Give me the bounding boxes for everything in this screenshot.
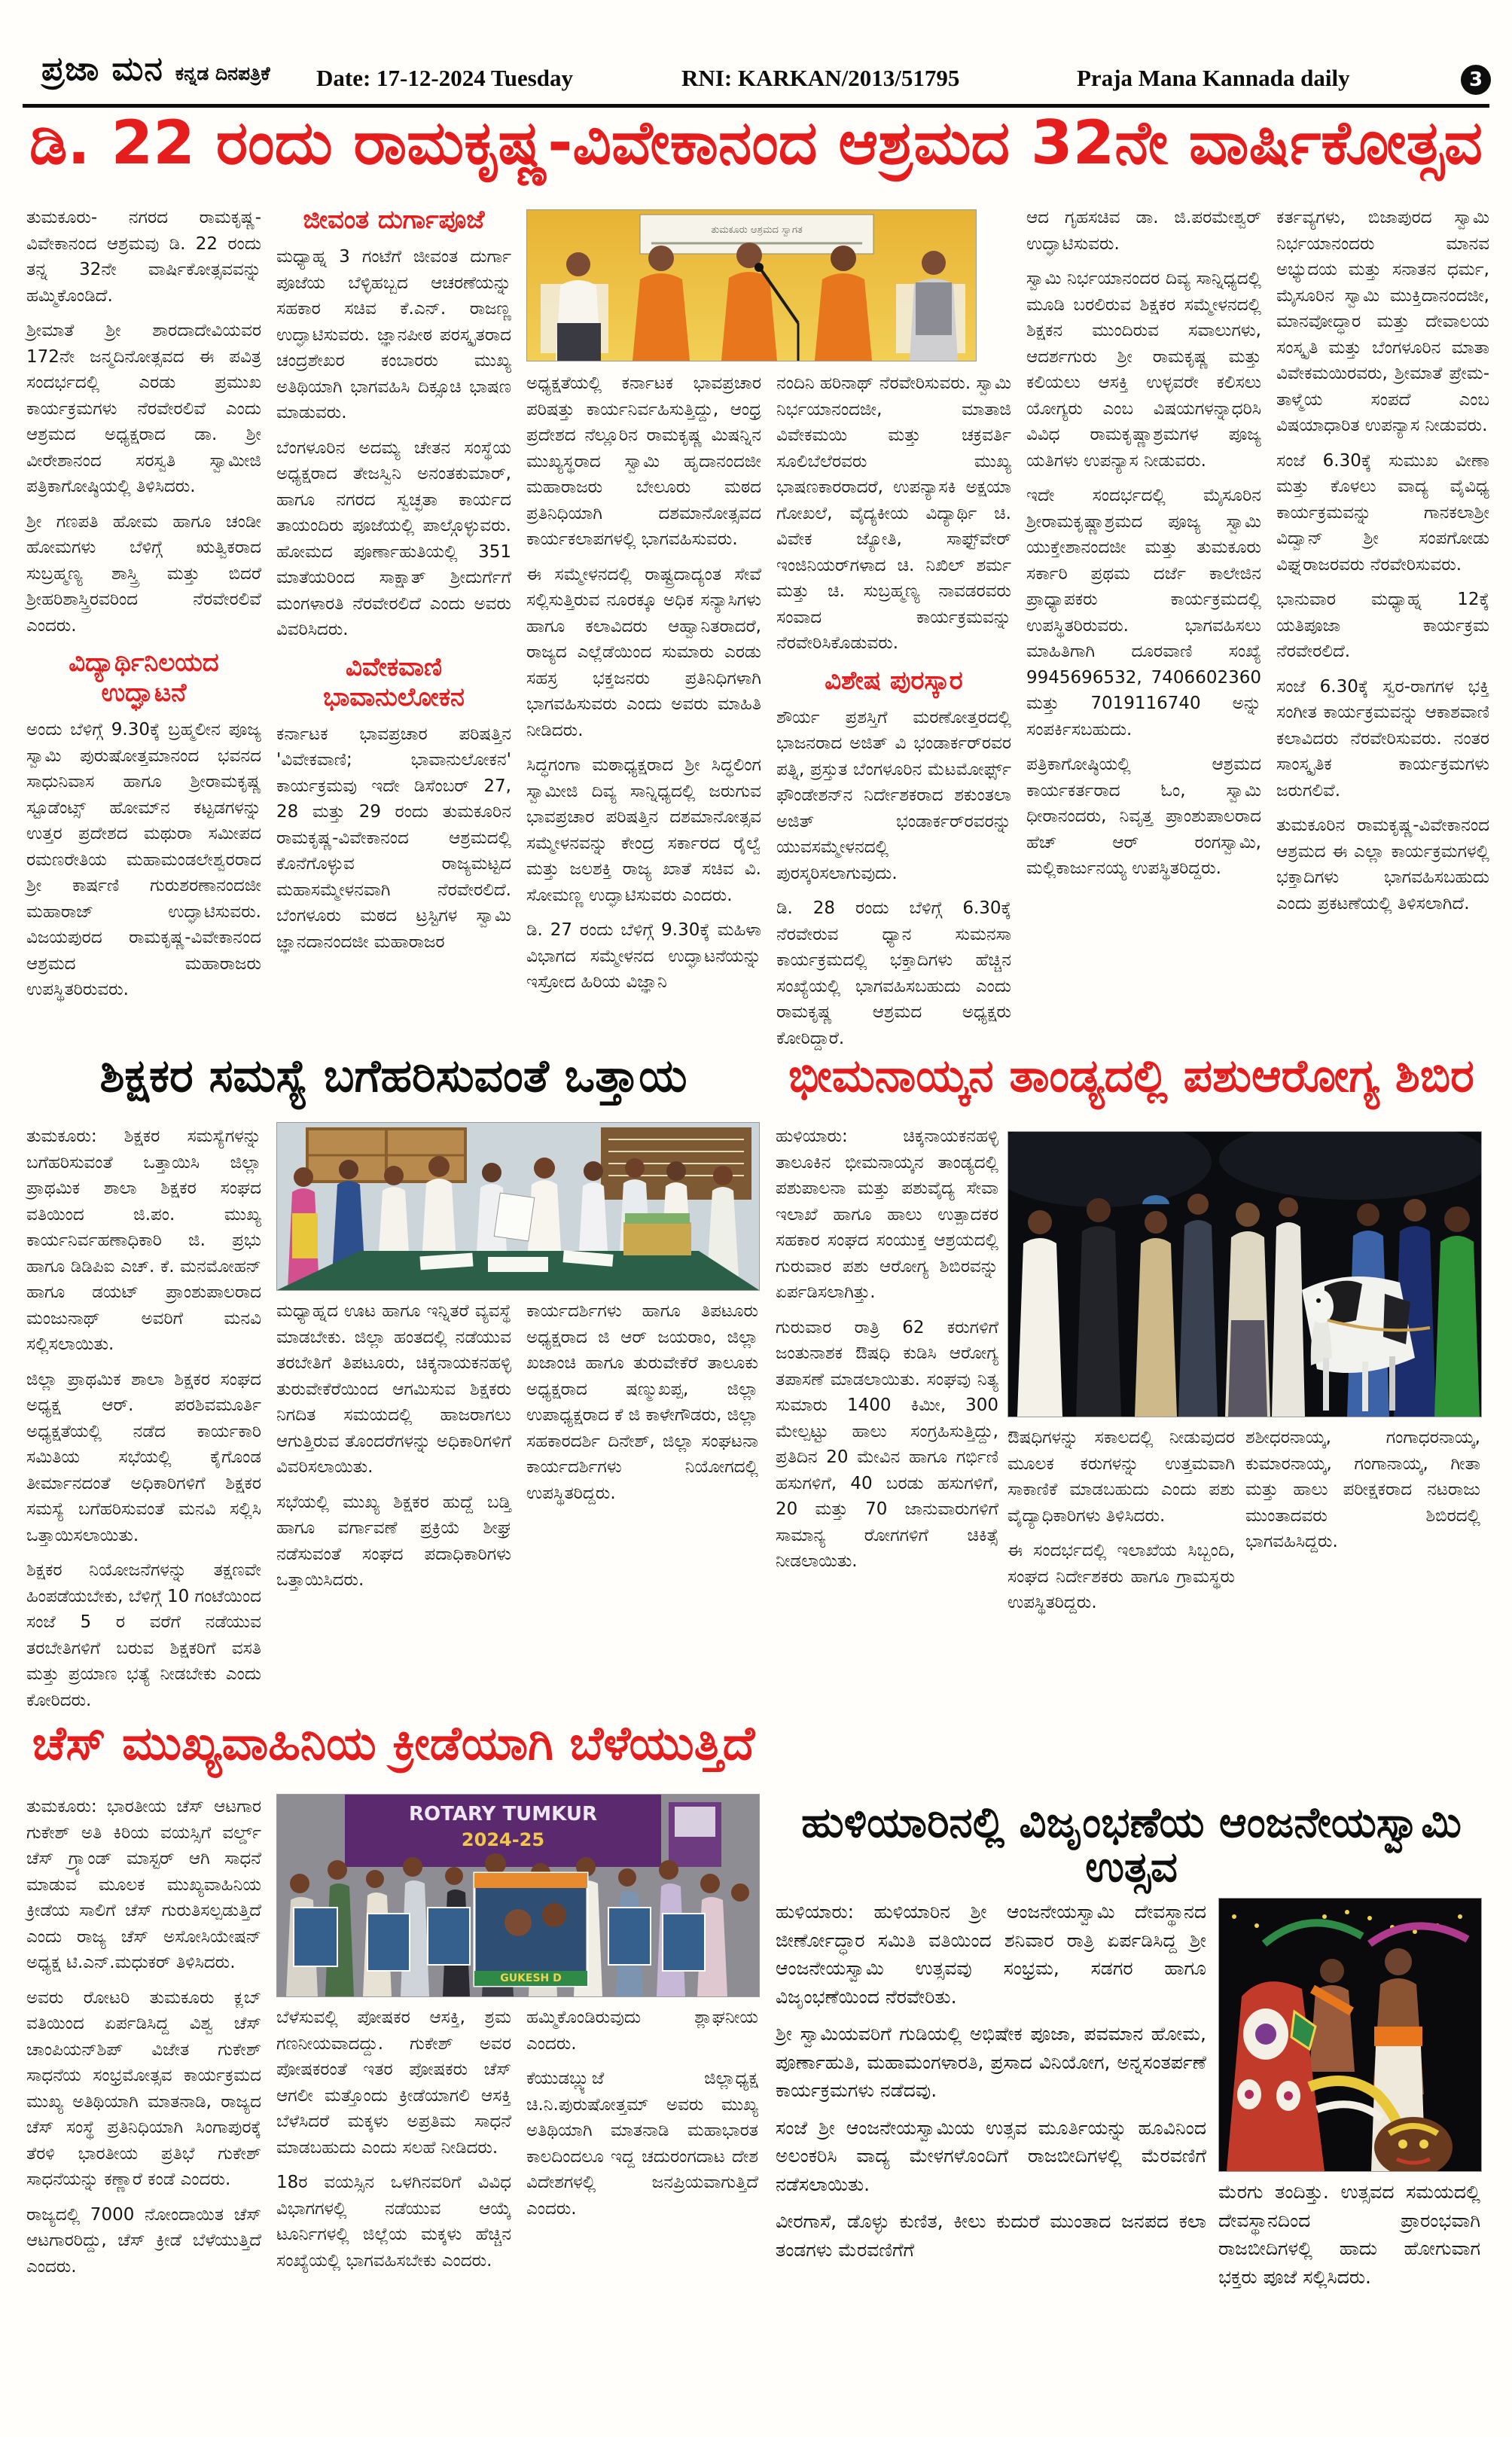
paragraph: ಈ ಸಂದರ್ಭದಲ್ಲಿ ಇಲಾಖೆಯ ಸಿಬ್ಬಂದಿ, ಸಂಘದ ನಿರ್ದೇಶಕರು ಹಾಗೂ ಗ್ರಾಮಸ್ಥರು ಉಪಸ್ಥಿತರಿದ್ದರು. (1007, 1541, 1235, 1612)
paragraph: ಮಧ್ಯಾಹ್ನ 3 ಗಂಟೆಗೆ ಜೀವಂತ ದುರ್ಗಾ ಪೂಜೆಯ ಬೆಳ್ಳಿಹಬ್ಬದ ಆಚರಣೆಯನ್ನು ಸಹಕಾರ ಸಚಿವ ಕೆ.ಎನ್. ರಾಜಣ್ಣ ಉದ್ಘಾಟಿಸುವರು. ಜ್ಞಾನಪೀಠ ಪರಸ್ಕೃತರಾದ ಚಂದ್ರಶೇಖರ ಕಂಬಾರರು ಮುಖ್ಯ ಅತಿಥಿಯಾಗಿ ಭಾಗವಹಿಸಿ ದಿಕ್ಸೂಚಿ ಭಾಷಣ ಮಾಡುವರು. (276, 247, 511, 423)
paragraph: ತುಮಕೂರಿನ ರಾಮಕೃಷ್ಣ-ವಿವೇಕಾನಂದ ಆಶ್ರಮದ ಈ ಎಲ್ಲಾ ಕಾರ್ಯಕ್ರಮಗಳಲ್ಲಿ ಭಕ್ತಾದಿಗಳು ಭಾಗವಹಿಸಬಹುದು ಎಂದು ಪ್ರಕಟಣೆಯಲ್ಲಿ ತಿಳಿಸಲಾಗಿದೆ. (1276, 816, 1489, 913)
paragraph: ಅಂದು ಬೆಳಿಗ್ಗೆ 9.30ಕ್ಕೆ ಬ್ರಹ್ಮಲೀನ ಪೂಜ್ಯ ಸ್ವಾಮಿ ಪುರುಷೋತ್ತಮಾನಂದ ಭವನದ ಸಾಧುನಿವಾಸ ಹಾಗೂ ಶ್ರೀರಾಮಕೃಷ್ಣ ಸ್ಟೂಡೆಂಟ್ಸ್ ಹೋಮ್‌ನ ಕಟ್ಟಡಗಳನ್ನು ಉತ್ತರ ಪ್ರದೇಶದ ಮಥುರಾ ಸಮೀಪದ ರಮಣರೇತಿಯ ಮಹಾಮಂಡಲೇಶ್ವರರಾದ ಶ್ರೀ ಕಾರ್ಷಣಿ ಗುರುಶರಣಾನಂದಜೀ ಮಹಾರಾಜ್ ಉದ್ಘಾಟಿಸುವರು. ವಿಜಯಪುರದ ರಾಮಕೃಷ್ಣ-ವಿವೇಕಾನಂದ ಆಶ್ರಮದ ಮಹಾರಾಜರು ಉಪಸ್ಥಿತರಿರುವರು. (26, 720, 261, 1000)
chess-column-1 (26, 1794, 261, 2416)
subhead-durga-pooja: ಜೀವಂತ ದುರ್ಗಾಪೂಜೆ (303, 205, 485, 235)
paragraph: ತುಮಕೂರು: ಭಾರತೀಯ ಚೆಸ್ ಆಟಗಾರ ಗುಕೇಶ್ ಅತಿ ಕಿರಿಯ ವಯಸ್ಸಿಗೆ ವರ್ಲ್ಡ್ ಚೆಸ್ ಗ್ರ್ಯಾಂಡ್ ಮಾಸ್ಟರ್ ಆಗಿ ಸಾಧನೆ ಮಾಡುವ ಮೂಲಕ ಮುಖ್ಯವಾಹಿನಿಯ ಕ್ರೀಡೆಯ ಸಾಲಿಗೆ ಚೆಸ್ ಗುರುತಿಸಲ್ಪಡುತ್ತಿದೆ ಎಂದು ರಾಜ್ಯ ಚೆಸ್ ಅಸೋಸಿಯೇಷನ್ ಅಧ್ಯಕ್ಷ ಟಿ.ಎನ್.ಮಧುಕರ್ ತಿಳಿಸಿದರು. (26, 1797, 261, 1972)
chess-event-photo (276, 1794, 760, 1997)
paragraph: ಸಂಜೆ 6.30ಕ್ಕೆ ಸ್ವರ-ರಾಗಗಳ ಭಕ್ತಿ ಸಂಗೀತ ಕಾರ್ಯಕ್ರಮವನ್ನು ಆಕಾಶವಾಣಿ ಕಲಾವಿದರು ನೆರವೇರಿಸುವರು. ನಂತರ ಸಾಂಸ್ಕೃತಿಕ ಕಾರ್ಯಕ್ರಮಗಳು ಜರುಗಲಿವೆ. (1276, 676, 1489, 801)
paragraph: ಸ್ವಾಮಿ ನಿರ್ಭಯಾನಂದರ ದಿವ್ಯ ಸಾನ್ನಿಧ್ಯದಲ್ಲಿ ಮೂಡಿ ಬರಲಿರುವ ಶಿಕ್ಷಕರ ಸಮ್ಮೇಳನದಲ್ಲಿ ಶಿಕ್ಷಕನ ಮುಂದಿರುವ ಸವಾಲುಗಳು, ಆದರ್ಶಗುರು ಶ್ರೀ ರಾಮಕೃಷ್ಣ ಮತ್ತು ಕಲಿಯಲು ಆಸಕ್ತಿ ಉಳ್ಳವರೇ ಕಲಿಸಲು ಯೋಗ್ಯರು ಎಂಬ ವಿಷಯಗಳನ್ನಾಧರಿಸಿ ವಿವಿಧ ರಾಮಕೃಷ್ಣಾಶ್ರಮಗಳ ಪೂಜ್ಯ ಯತಿಗಳು ಉಪನ್ಯಾಸ ನೀಡುವರು. (1026, 269, 1261, 471)
teachers-column-1 (26, 1124, 261, 1710)
subhead-hostel-inauguration: ವಿದ್ಯಾರ್ಥಿನಿಲಯದ ಉದ್ಘಾಟನೆ (69, 648, 219, 709)
cattle-column-2 (1007, 1425, 1235, 1696)
cattle-column-1 (776, 1124, 998, 1696)
paragraph: ಬೆಳೆಸುವಲ್ಲಿ ಪೋಷಕರ ಆಸಕ್ತಿ, ಶ್ರಮ ಗಣನೀಯವಾದದ್ದು. ಗುಕೇಶ್ ಅವರ ಪೋಷಕರಂತೆ ಇತರ ಪೋಷಕರು ಚೆಸ್ ಆಗಲೀ ಮತ್ತೊಂದು ಕ್ರೀಡೆಯಾಗಲಿ ಆಸಕ್ತಿ ಬೆಳೆಸಿದರೆ ಮಕ್ಕಳು ಅಪ್ರತಿಮ ಸಾಧನೆ ಮಾಡಬಹುದು ಎಂದು ಸಲಹೆ ನೀಡಿದರು. (276, 2008, 511, 2158)
paragraph: ಸಭೆಯಲ್ಲಿ ಮುಖ್ಯ ಶಿಕ್ಷಕರ ಹುದ್ದೆ ಬಡ್ತಿ ಹಾಗೂ ವರ್ಗಾವಣೆ ಪ್ರಕ್ರಿಯೆ ಶೀಘ್ರ ನಡೆಸುವಂತೆ ಸಂಘದ ಪದಾಧಿಕಾರಿಗಳು ಒತ್ತಾಯಿಸಿದರು. (276, 1492, 511, 1590)
teachers-column-3 (526, 1298, 758, 1696)
masthead-date: Date: 17-12-2024 Tuesday (316, 65, 574, 91)
deity-procession-photo (1218, 1898, 1482, 2172)
chess-headline: ಚೆಸ್ ಮುಖ್ಯವಾಹಿನಿಯ ಕ್ರೀಡೆಯಾಗಿ ಬೆಳೆಯುತ್ತಿದೆ (32, 1716, 755, 1771)
anjaneya-headline: ಹುಳಿಯಾರಿನಲ್ಲಿ ವಿಜೃಂಭಣೆಯ ಆಂಜನೇಯಸ್ವಾಮಿ ಉತ್ಸವ (801, 1798, 1462, 1892)
paragraph: ಸಂಜೆ 6.30ಕ್ಕೆ ಸುಮುಖ ವೀಣಾ ಮತ್ತು ಕೊಳಲು ವಾದ್ಯ ವೈವಿಧ್ಯ ಕಾರ್ಯಕ್ರಮವನ್ನು ಗಾನಕಲಾಶ್ರೀ ವಿದ್ವಾನ್ ಶ್ರೀ ಸಂಪಗೋಡು ವಿಘ್ನರಾಜರವರು ನೆರವೇರಿಸುವರು. (1276, 450, 1489, 575)
lead-column-4 (776, 371, 1011, 1048)
svg-text:ತುಮಕೂರು ಆಶ್ರಮದ ಸ್ವಾಗತ: ತುಮಕೂರು ಆಶ್ರಮದ ಸ್ವಾಗತ (711, 224, 803, 236)
paragraph: ಈ ಸಮ್ಮೇಳನದಲ್ಲಿ ರಾಷ್ಟ್ರದಾದ್ಯಂತ ಸೇವೆ ಸಲ್ಲಿಸುತ್ತಿರುವ ನೂರಕ್ಕೂ ಅಧಿಕ ಸನ್ಯಾಸಿಗಳು ಹಾಗೂ ಕಲಾವಿದರು ಆಹ್ವಾನಿತರಾದರೆ, ರಾಜ್ಯದ ಎಲ್ಲೆಡೆಯಿಂದ ಸುಮಾರು ಎರಡು ಸಹಸ್ರ ಭಕ್ತಜನರು ಪ್ರತಿನಿಧಿಗಳಾಗಿ ಭಾಗವಹಿಸುವರು ಎಂದು ಅವರು ಮಾಹಿತಿ ನೀಡಿದರು. (526, 564, 761, 740)
paragraph: ಭಾನುವಾರ ಮಧ್ಯಾಹ್ನ 12ಕ್ಕೆ ಯತಿಪೂಜಾ ಕಾರ್ಯಕ್ರಮ ನೆರವೇರಲಿದೆ. (1276, 590, 1489, 661)
paragraph: 18ರ ವಯಸ್ಸಿನ ಒಳಗಿನವರಿಗೆ ವಿವಿಧ ವಿಭಾಗಗಳಲ್ಲಿ ನಡೆಯುವ ಆಯ್ಕೆ ಟೂರ್ನಿಗಳಲ್ಲಿ ಜಿಲ್ಲೆಯ ಮಕ್ಕಳು ಹೆಚ್ಚಿನ ಸಂಖ್ಯೆಯಲ್ಲಿ ಭಾಗವಹಿಸಬೇಕು ಎಂದರು. (276, 2173, 511, 2271)
paragraph: ಕರ್ನಾಟಕ ಭಾವಪ್ರಚಾರ ಪರಿಷತ್ತಿನ 'ವಿವೇಕವಾಣಿ; ಭಾವಾನುಲೋಕನ' ಕಾರ್ಯಕ್ರಮವು ಇದೇ ಡಿಸೆಂಬರ್ 27, 28 ಮತ್ತು 29 ರಂದು ತುಮಕೂರಿನ ರಾಮಕೃಷ್ಣ-ವಿವೇಕಾನಂದ ಆಶ್ರಮದಲ್ಲಿ ಕೊನೆಗೊಳ್ಳುವ ರಾಜ್ಯಮಟ್ಟದ ಮಹಾಸಮ್ಮೇಳನವಾಗಿ ನೆರವೇರಲಿದೆ. ಬೆಂಗಳೂರು ಮಠದ ಟ್ರಸ್ಟಿಗಳ ಸ್ವಾಮಿ ಜ್ಞಾನದಾನಂದಜೀ ಮಹಾರಾಜರ (276, 724, 511, 952)
paragraph: ರಾಜ್ಯದಲ್ಲಿ 7000 ನೋಂದಾಯಿತ ಚೆಸ್ ಆಟಗಾರರಿದ್ದು, ಚೆಸ್ ಕ್ರೀಡೆ ಬೆಳೆಯುತ್ತಿದೆ ಎಂದರು. (26, 2204, 261, 2277)
page-number-badge (1461, 65, 1491, 95)
teachers-column-2 (276, 1298, 511, 1696)
paragraph: ಹುಳಿಯಾರು: ಹುಳಿಯಾರಿನ ಶ್ರೀ ಆಂಜನೇಯಸ್ವಾಮಿ ದೇವಸ್ಥಾನದ ಜೀರ್ಣೋದ್ಧಾರ ಸಮಿತಿ ವತಿಯಿಂದ ಶನಿವಾರ ರಾತ್ರಿ ಏರ್ಪಡಿಸಿದ್ದ ಶ್ರೀ ಆಂಜನೇಯಸ್ವಾಮಿ ಉತ್ಸವವು ಸಂಭ್ರಮ, ಸಡಗರ ಹಾಗೂ ವಿಜೃಂಭಣೆಯಿಂದ ನೆರವೇರಿತು. (776, 1901, 1206, 2008)
paragraph: ಹಮ್ಮಿಕೊಂಡಿರುವುದು ಶ್ಲಾಘನೀಯ ಎಂದರು. (526, 2008, 758, 2054)
masthead-rni: RNI: KARKAN/2013/51795 (681, 65, 960, 91)
paragraph: ಅಧ್ಯಕ್ಷತೆಯಲ್ಲಿ ಕರ್ನಾಟಕ ಭಾವಪ್ರಚಾರ ಪರಿಷತ್ತು ಕಾರ್ಯನಿರ್ವಹಿಸುತ್ತಿದ್ದು, ಆಂಧ್ರ ಪ್ರದೇಶದ ನೆಲ್ಲೂರಿನ ರಾಮಕೃಷ್ಣ ಮಿಷನ್ನಿನ ಮುಖ್ಯಸ್ಥರಾದ ಸ್ವಾಮಿ ಹೃದಾನಂದಜೀ ಮಹಾರಾಜರು ಬೇಲೂರು ಮಠದ ಪ್ರತಿನಿಧಿಯಾಗಿ ದಶಮಾನೋತ್ಸವದ ಕಾರ್ಯಕಲಾಪಗಳಲ್ಲಿ ಭಾಗವಹಿಸುವರು. (526, 374, 761, 549)
masthead-logo-main: ಪ್ರಜಾ ಮನ (41, 50, 163, 88)
paragraph: ಔಷಧಿಗಳನ್ನು ಸಕಾಲದಲ್ಲಿ ನೀಡುವುದರ ಮೂಲಕ ಕರುಗಳನ್ನು ಉತ್ತಮವಾಗಿ ಸಾಕಾಣಿಕೆ ಮಾಡಬಹುದು ಎಂದು ಪಶು ವೈದ್ಯಾಧಿಕಾರಿಗಳು ತಿಳಿಸಿದರು. (1007, 1428, 1235, 1526)
anjaneya-column-2 (1218, 2178, 1480, 2417)
lead-headline: ಡಿ. 22 ರಂದು ರಾಮಕೃಷ್ಣ-ವಿವೇಕಾನಂದ ಆಶ್ರಮದ 32ನೇ ವಾರ್ಷಿಕೋತ್ಸವ (29, 108, 1483, 178)
subhead-vivekavani: ವಿವೇಕವಾಣಿ ಭಾವಾನುಲೋಕನ (323, 651, 465, 712)
paragraph: ಅವರು ರೋಟರಿ ತುಮಕೂರು ಕ್ಲಬ್ ವತಿಯಿಂದ ಏರ್ಪಡಿಸಿದ್ದ ವಿಶ್ವ ಚೆಸ್ ಚಾಂಪಿಯನ್‌ಶಿಪ್ ವಿಜೇತ ಗುಕೇಶ್ ಸಾಧನೆಯ ಸಂಭ್ರಮೋತ್ಸವ ಕಾರ್ಯಕ್ರಮದ ಮುಖ್ಯ ಅತಿಥಿಯಾಗಿ ಮಾತನಾಡಿ, ರಾಜ್ಯದ ಚೆಸ್ ಸಂಸ್ಥೆ ಪ್ರತಿನಿಧಿಯಾಗಿ ಸಿಂಗಾಪುರಕ್ಕೆ ತೆರಳಿ ಭಾರತೀಯ ಪ್ರತಿಭೆ ಗುಕೇಶ್ ಸಾಧನೆಯನ್ನು ಕಣ್ಣಾರೆ ಕಂಡೆ ಎಂದರು. (26, 1987, 261, 2189)
paragraph: ಆದ ಗೃಹಸಚಿವ ಡಾ. ಜಿ.ಪರಮೇಶ್ವರ್ ಉದ್ಘಾಟಿಸುವರು. (1026, 208, 1261, 254)
lead-column-6 (1276, 205, 1489, 1039)
paragraph: ತುಮಕೂರು- ನಗರದ ರಾಮಕೃಷ್ಣ-ವಿವೇಕಾನಂದ ಆಶ್ರಮವು ಡಿ. 22 ರಂದು ತನ್ನ 32ನೇ ವಾರ್ಷಿಕೋತ್ಸವವನ್ನು ಹಮ್ಮಿಕೊಂಡಿದೆ. (26, 208, 261, 306)
press-meet-photo (526, 209, 977, 361)
svg-text:GUKESH D: GUKESH D (500, 1972, 562, 1984)
lead-column-3 (526, 371, 761, 1039)
paragraph: ಗುರುವಾರ ರಾತ್ರಿ 62 ಕರುಗಳಿಗೆ ಜಂತುನಾಶಕ ಔಷಧಿ ಕುಡಿಸಿ ಆರೋಗ್ಯ ತಪಾಸಣೆ ಮಾಡಲಾಯಿತು. ಸಂಘವು ನಿತ್ಯ ಸುಮಾರು 1400 ಕಿಮೀ, 300 ಮೇಲ್ಪಟ್ಟು ಹಾಲು ಸಂಗ್ರಹಿಸುತ್ತಿದ್ದು, ಪ್ರತಿದಿನ 20 ಮೇವಿನ ಹಾಗೂ ಗರ್ಭಿಣಿ ಹಸುಗಳಿಗೆ, 40 ಬರಡು ಹಸುಗಳಿಗೆ, 20 ಮತ್ತು 70 ಜಾನುವಾರುಗಳಿಗೆ ಸಾಮಾನ್ಯ ರೋಗಗಳಿಗೆ ಚಿಕಿತ್ಸೆ ನೀಡಲಾಯಿತು. (776, 1317, 998, 1571)
lead-column-5 (1026, 205, 1261, 1039)
paragraph: ಡಿ. 28 ರಂದು ಬೆಳಿಗ್ಗೆ 6.30ಕ್ಕೆ ನೆರವೇರುವ ಧ್ಯಾನ ಸುಮನಸಾ ಕಾರ್ಯಕ್ರಮದಲ್ಲಿ ಭಕ್ತಾದಿಗಳು ಹೆಚ್ಚಿನ ಸಂಖ್ಯೆಯಲ್ಲಿ ಭಾಗವಹಿಸಬಹುದು ಎಂದು ರಾಮಕೃಷ್ಣ ಆಶ್ರಮದ ಅಧ್ಯಕ್ಷರು ಕೋರಿದ್ದಾರೆ. (776, 898, 1011, 1048)
paragraph: ಕರ್ತವ್ಯಗಳು, ಬಿಜಾಪುರದ ಸ್ವಾಮಿ ನಿರ್ಭಯಾನಂದರು ಮಾನವ ಅಭ್ಯುದಯ ಮತ್ತು ಸನಾತನ ಧರ್ಮ, ಮೈಸೂರಿನ ಸ್ವಾಮಿ ಮುಕ್ತಿದಾನಂದಜೀ, ಮಾನವೋದ್ಧಾರ ಮತ್ತು ದೇವಾಲಯ ಸಂಸ್ಕೃತಿ ಮತ್ತು ಬೆಂಗಳೂರಿನ ಮಾತಾ ವಿವೇಕಮಯಿರವರು, ಶ್ರೀಮಾತೆ ಪ್ರೇಮ-ತಾಳ್ಮೆಯ ಸಂಪದೆ ಎಂಬ ವಿಷಯಾಧಾರಿತ ಉಪನ್ಯಾಸ ನೀಡುವರು. (1276, 208, 1489, 435)
paragraph: ಮಧ್ಯಾಹ್ನದ ಊಟ ಹಾಗೂ ಇನ್ನಿತರೆ ವ್ಯವಸ್ಥೆ ಮಾಡಬೇಕು. ಜಿಲ್ಲಾ ಹಂತದಲ್ಲಿ ನಡೆಯುವ ತರಬೇತಿಗೆ ತಿಪಟೂರು, ಚಿಕ್ಕನಾಯಕನಹಳ್ಳಿ ತುರುವೇಕೆರೆಯಿಂದ ಆಗಮಿಸುವ ಶಿಕ್ಷಕರು ನಿಗದಿತ ಸಮಯದಲ್ಲಿ ಹಾಜರಾಗಲು ಆಗುತ್ತಿರುವ ತೊಂದರೆಗಳನ್ನು ಅಧಿಕಾರಿಗಳಿಗೆ ವಿವರಿಸಲಾಯಿತು. (276, 1301, 511, 1477)
paragraph: ತುಮಕೂರು: ಶಿಕ್ಷಕರ ಸಮಸ್ಯೆಗಳನ್ನು ಬಗೆಹರಿಸುವಂತೆ ಒತ್ತಾಯಿಸಿ ಜಿಲ್ಲಾ ಪ್ರಾಥಮಿಕ ಶಾಲಾ ಶಿಕ್ಷಕರ ಸಂಘದ ವತಿಯಿಂದ ಜಿ.ಪಂ. ಮುಖ್ಯ ಕಾರ್ಯನಿರ್ವಹಣಾಧಿಕಾರಿ ಜಿ. ಪ್ರಭು ಹಾಗೂ ಡಿಡಿಪಿಐ ಎಚ್. ಕೆ. ಮನಮೋಹನ್ ಹಾಗೂ ಡಯಟ್ ಪ್ರಾಂಶುಪಾಲರಾದ ಮಂಜುನಾಥ್ ಅವರಿಗೆ ಮನವಿ ಸಲ್ಲಿಸಲಾಯಿತು. (26, 1127, 261, 1354)
chess-column-2 (276, 2005, 511, 2416)
paragraph: ಕೆಯುಡಬ್ಲ್ಯುಜೆ ಜಿಲ್ಲಾಧ್ಯಕ್ಷ ಚಿ.ನಿ.ಪುರುಷೋತ್ತಮ್ ಅವರು ಮುಖ್ಯ ಅತಿಥಿಯಾಗಿ ಮಾತನಾಡಿ ಮಹಾಭಾರತ ಕಾಲದಿಂದಲೂ ಇದ್ದ ಚದುರಂಗದಾಟ ದೇಶ ವಿದೇಶಗಳಲ್ಲಿ ಜನಪ್ರಿಯವಾಗುತ್ತಿದೆ ಎಂದರು. (526, 2069, 758, 2219)
paragraph: ಹುಳಿಯಾರು: ಚಿಕ್ಕನಾಯಕನಹಳ್ಳಿ ತಾಲೂಕಿನ ಭೀಮನಾಯ್ಕನ ತಾಂಡ್ಯದಲ್ಲಿ ಪಶುಪಾಲನಾ ಮತ್ತು ಪಶುವೈದ್ಯ ಸೇವಾ ಇಲಾಖೆ ಹಾಗೂ ಹಾಲು ಉತ್ಪಾದಕರ ಸಹಕಾರ ಸಂಘದ ಸಂಯುಕ್ತ ಆಶ್ರಯದಲ್ಲಿ ಗುರುವಾರ ಪಶು ಆರೋಗ್ಯ ಶಿಬಿರವನ್ನು ಏರ್ಪಡಿಸಲಾಗಿತ್ತು. (776, 1127, 998, 1302)
paragraph: ಶಶೀಧರನಾಯ್ಕ, ಗಂಗಾಧರನಾಯ್ಕ, ಕುಮಾರನಾಯ್ಕ, ಗಂಗಾನಾಯ್ಕ, ಗೀತಾ ಮತ್ತು ಹಾಲು ಪರೀಕ್ಷಕರಾದ ನಟರಾಜು ಮುಂತಾದವರು ಶಿಬಿರದಲ್ಲಿ ಭಾಗವಹಿಸಿದ್ದರು. (1245, 1428, 1480, 1551)
paragraph: ಸಂಜೆ ಶ್ರೀ ಆಂಜನೇಯಸ್ವಾಮಿಯ ಉತ್ಸವ ಮೂರ್ತಿಯನ್ನು ಹೂವಿನಿಂದ ಅಲಂಕರಿಸಿ ವಾದ್ಯ ಮೇಳಗಳೊಂದಿಗೆ ರಾಜಬೀದಿಗಳಲ್ಲಿ ಮೆರವಣಿಗೆ ನಡೆಸಲಾಯಿತು. (776, 2116, 1206, 2195)
page-number: 3 (1468, 69, 1483, 91)
paragraph: ಪತ್ರಿಕಾಗೋಷ್ಠಿಯಲ್ಲಿ ಆಶ್ರಮದ ಕಾರ್ಯಕರ್ತರಾದ ಓಂ, ಸ್ವಾಮಿ ಧೀರಾನಂದರು, ನಿವೃತ್ತ ಪ್ರಾಂಶುಪಾಲರಾದ ಹೆಚ್ ಆರ್ ರಂಗಸ್ವಾಮಿ, ಮಲ್ಲಿಕಾರ್ಜುನಯ್ಯ ಉಪಸ್ಥಿತರಿದ್ದರು. (1026, 755, 1261, 878)
cattle-camp-photo (1007, 1131, 1482, 1417)
svg-text:ROTARY TUMKUR: ROTARY TUMKUR (409, 1803, 597, 1825)
lead-column-1 (26, 205, 261, 1039)
subhead-special-award: ವಿಶೇಷ ಪುರಸ್ಕಾರ (825, 665, 963, 696)
paragraph: ಸಿದ್ಧಗಂಗಾ ಮಠಾಧ್ಯಕ್ಷರಾದ ಶ್ರೀ ಸಿದ್ಧಲಿಂಗ ಸ್ವಾಮೀಜಿ ದಿವ್ಯ ಸಾನ್ನಿಧ್ಯದಲ್ಲಿ ಜರುಗುವ ಭಾವಪ್ರಚಾರ ಪರಿಷತ್ತಿನ ದಶಮಾನೋತ್ಸವ ಸಮ್ಮೇಳನವನ್ನು ಕೇಂದ್ರ ಸರ್ಕಾರದ ರೈಲ್ವೆ ಮತ್ತು ಜಲಶಕ್ತಿ ರಾಜ್ಯ ಖಾತೆ ಸಚಿವ ವಿ. ಸೋಮಣ್ಣ ಉದ್ಘಾಟಿಸುವರು ಎಂದರು. (526, 755, 761, 905)
paragraph: ಶೌರ್ಯ ಪ್ರಶಸ್ತಿಗೆ ಮರಣೋತ್ತರದಲ್ಲಿ ಭಾಜನರಾದ ಅಜಿತ್ ವಿ ಭಂಡಾರ್ಕರ್‌ರವರ ಪತ್ನಿ, ಪ್ರಸ್ತುತ ಬೆಂಗಳೂರಿನ ಮೆಟಮೋರ್ಫ್ಸ್ ಫೌಂಡೇಶನ್‌ನ ನಿರ್ದೇಶಕರಾದ ಶಕುಂತಲಾ ಅಜಿತ್ ಭಂಡಾರ್ಕರ್‌ರವರನ್ನು ಯುವಸಮ್ಮೇಳನದಲ್ಲಿ ಪುರಸ್ಕರಿಸಲಾಗುವುದು. (776, 707, 1011, 883)
paragraph: ಶ್ರೀ ಗಣಪತಿ ಹೋಮ ಹಾಗೂ ಚಂಡೀ ಹೋಮಗಳು ಬೆಳಿಗ್ಗೆ ಋತ್ವಿಕರಾದ ಸುಬ್ರಹ್ಮಣ್ಯ ಶಾಸ್ತ್ರಿ ಮತ್ತು ಬಿದರೆ ಶ್ರೀಹರಿಶಾಸ್ತ್ರಿರವರಿಂದ ನೆರವೇರಲಿವೆ ಎಂದರು. (26, 511, 261, 636)
paragraph: ವೀರಗಾಸೆ, ಡೊಳ್ಳು ಕುಣಿತ, ಕೀಲು ಕುದುರೆ ಮುಂತಾದ ಜನಪದ ಕಲಾ ತಂಡಗಳು ಮೆರವಣಿಗೆಗೆ (776, 2210, 1206, 2261)
memorandum-photo (276, 1122, 760, 1291)
paragraph: ಶ್ರೀಮಾತೆ ಶ್ರೀ ಶಾರದಾದೇವಿಯವರ 172ನೇ ಜನ್ಮದಿನೋತ್ಸವದ ಈ ಪವಿತ್ರ ಸಂದರ್ಭದಲ್ಲಿ ಎರಡು ಪ್ರಮುಖ ಕಾರ್ಯಕ್ರಮಗಳು ನೆರವೇರಲಿವೆ ಎಂದು ಆಶ್ರಮದ ಅಧ್ಯಕ್ಷರಾದ ಡಾ. ಶ್ರೀ ವೀರೇಶಾನಂದ ಸರಸ್ವತಿ ಸ್ವಾಮೀಜಿ ಪತ್ರಿಕಾಗೋಷ್ಠಿಯಲ್ಲಿ ತಿಳಿಸಿದರು. (26, 321, 261, 496)
cattle-headline: ಭೀಮನಾಯ್ಕನ ತಾಂಡ್ಯದಲ್ಲಿ ಪಶುಆರೋಗ್ಯ ಶಿಬಿರ (788, 1050, 1474, 1103)
paragraph: ಬೆಂಗಳೂರಿನ ಅದಮ್ಯ ಚೇತನ ಸಂಸ್ಥೆಯ ಅಧ್ಯಕ್ಷರಾದ ತೇಜಸ್ವಿನಿ ಅನಂತಕುಮಾರ್, ಹಾಗೂ ನಗರದ ಸ್ವಚ್ಛತಾ ಕಾರ್ಯದ ತಾಯಂದಿರು ಪೂಜೆಯಲ್ಲಿ ಪಾಲ್ಗೊಳ್ಳುವರು. ಹೋಮದ ಪೂರ್ಣಾಹುತಿಯಲ್ಲಿ 351 ಮಾತೆಯರಿಂದ ಸಾಕ್ಷಾತ್ ಶ್ರೀದುರ್ಗೆಗೆ ಮಂಗಳಾರತಿ ನೆರವೇರಲಿದೆ ಎಂದು ಅವರು ವಿವರಿಸಿದರು. (276, 438, 511, 640)
paragraph: ಶ್ರೀ ಸ್ವಾಮಿಯವರಿಗೆ ಗುಡಿಯಲ್ಲಿ ಅಭಿಷೇಕ ಪೂಜಾ, ಪವಮಾನ ಹೋಮ, ಪೂರ್ಣಾಹುತಿ, ಮಹಾಮಂಗಳಾರತಿ, ಪ್ರಸಾದ ವಿನಿಯೋಗ, ಅನ್ನಸಂತರ್ಪಣೆ ಕಾರ್ಯಕ್ರಮಗಳು ನಡೆದವು. (776, 2023, 1206, 2101)
masthead-logo-sub: ಕನ್ನಡ ದಿನಪತ್ರಿಕೆ (175, 63, 270, 84)
masthead-logo (41, 50, 270, 88)
paragraph: ಇದೇ ಸಂದರ್ಭದಲ್ಲಿ ಮೈಸೂರಿನ ಶ್ರೀರಾಮಕೃಷ್ಣಾಶ್ರಮದ ಪೂಜ್ಯ ಸ್ವಾಮಿ ಯುಕ್ತೇಶಾನಂದಜೀ ಮತ್ತು ತುಮಕೂರು ಸರ್ಕಾರಿ ಪ್ರಥಮ ದರ್ಜೆ ಕಾಲೇಜಿನ ಪ್ರಾಧ್ಯಾಪಕರು ಕಾರ್ಯಕ್ರಮದಲ್ಲಿ ಉಪಸ್ಥಿತರಿರುವರು. ಭಾಗವಹಿಸಲು ಮಾಹಿತಿಗಾಗಿ ದೂರವಾಣಿ ಸಂಖ್ಯೆ 9945696532, 7406602360 ಮತ್ತು 7019116740 ಅನ್ನು ಸಂಪರ್ಕಿಸಬಹುದು. (1026, 486, 1261, 740)
paragraph: ಕಾರ್ಯದರ್ಶಿಗಳು ಹಾಗೂ ತಿಪಟೂರು ಅಧ್ಯಕ್ಷರಾದ ಜಿ ಆರ್ ಜಯರಾಂ, ಜಿಲ್ಲಾ ಖಜಾಂಚಿ ಹಾಗೂ ತುರುವೇಕೆರೆ ತಾಲೂಕು ಅಧ್ಯಕ್ಷರಾದ ಷಣ್ಮುಖಪ್ಪ, ಜಿಲ್ಲಾ ಉಪಾಧ್ಯಕ್ಷರಾದ ಕೆ ಜಿ ಕಾಳೇಗೌಡರು, ಜಿಲ್ಲಾ ಸಹಕಾರದರ್ಶಿ ದಿನೇಶ್, ಜಿಲ್ಲಾ ಸಂಘಟನಾ ಕಾರ್ಯದರ್ಶಿಗಳು ನಿಯೋಗದಲ್ಲಿ ಉಪಸ್ಥಿತರಿದ್ದರು. (526, 1301, 758, 1503)
svg-text:2024-25: 2024-25 (461, 1829, 545, 1850)
paragraph: ಮೆರಗು ತಂದಿತ್ತು. ಉತ್ಸವದ ಸಮಯದಲ್ಲಿ ದೇವಸ್ಥಾನದಿಂದ ಪ್ರಾರಂಭವಾಗಿ ರಾಜಬೀದಿಗಳಲ್ಲಿ ಹಾದು ಹೋಗುವಾಗ ಭಕ್ತರು ಪೂಜೆ ಸಲ್ಲಿಸಿದರು. (1218, 2181, 1480, 2288)
paragraph: ಶಿಕ್ಷಕರ ನಿಯೋಜನೆಗಳನ್ನು ತಕ್ಷಣವೇ ಹಿಂಪಡೆಯಬೇಕು, ಬೆಳಿಗ್ಗೆ 10 ಗಂಟೆಯಿಂದ ಸಂಜೆ 5 ರ ವರೆಗೆ ನಡೆಯುವ ತರಬೇತಿಗಳಿಗೆ ಬರುವ ಶಿಕ್ಷಕರಿಗೆ ವಸತಿ ಮತ್ತು ಪ್ರಯಾಣ ಭತ್ಯೆ ನೀಡಬೇಕು ಎಂದು ಕೋರಿದರು. (26, 1560, 261, 1710)
paragraph: ನಂದಿನಿ ಹರಿನಾಥ್ ನೆರವೇರಿಸುವರು. ಸ್ವಾಮಿ ನಿರ್ಭಯಾನಂದಜೀ, ಮಾತಾಜಿ ವಿವೇಕಮಯಿ ಮತ್ತು ಚಕ್ರವರ್ತಿ ಸೂಲಿಬೆಲೆರವರು ಮುಖ್ಯ ಭಾಷಣಕಾರರಾದರೆ, ಉಪನ್ಯಾಸಕಿ ಅಕ್ಷಯಾ ಗೋಖಲೆ, ವೈದ್ಯಕೀಯ ವಿದ್ಯಾರ್ಥಿ ಚಿ. ವಿವೇಕ ಜ್ಯೋತಿ, ಸಾಫ್ಟ್‌ವೇರ್ ಇಂಜಿನಿಯರ್‌ಗಳಾದ ಚಿ. ನಿಖಿಲ್ ಶರ್ಮ ಮತ್ತು ಚಿ. ಸುಬ್ರಹ್ಮಣ್ಯ ನಾವಡರವರು ಸಂವಾದ ಕಾರ್ಯಕ್ರಮವನ್ನು ನೆರವೇರಿಸಿಕೊಡುವರು. (776, 374, 1011, 653)
chess-column-3 (526, 2005, 758, 2416)
cattle-column-3 (1245, 1425, 1480, 1696)
paragraph: ಜಿಲ್ಲಾ ಪ್ರಾಥಮಿಕ ಶಾಲಾ ಶಿಕ್ಷಕರ ಸಂಘದ ಅಧ್ಯಕ್ಷ ಆರ್. ಪರಶಿವಮೂರ್ತಿ ಅಧ್ಯಕ್ಷತೆಯಲ್ಲಿ ನಡೆದ ಕಾರ್ಯಕಾರಿ ಸಮಿತಿಯ ಸಭೆಯಲ್ಲಿ ಕೈಗೊಂಡ ತೀರ್ಮಾನದಂತೆ ಅಧಿಕಾರಿಗಳಿಗೆ ಶಿಕ್ಷಕರ ಸಮಸ್ಯೆ ಬಗೆಹರಿಸುವಂತೆ ಮನವಿ ಸಲ್ಲಿಸಿ ಒತ್ತಾಯಿಸಲಾಯಿತು. (26, 1369, 261, 1545)
teachers-headline: ಶಿಕ್ಷಕರ ಸಮಸ್ಯೆ ಬಗೆಹರಿಸುವಂತೆ ಒತ್ತಾಯ (99, 1050, 687, 1103)
paragraph: ಡಿ. 27 ರಂದು ಬೆಳಿಗ್ಗೆ 9.30ಕ್ಕೆ ಮಹಿಳಾ ವಿಭಾಗದ ಸಮ್ಮೇಳನದ ಉದ್ಘಾಟನೆಯನ್ನು ಇಸ್ರೋದ ಹಿರಿಯ ವಿಜ್ಞಾನಿ (526, 920, 761, 992)
anjaneya-column-1 (776, 1898, 1206, 2417)
masthead-daily-name: Praja Mana Kannada daily (1077, 65, 1350, 91)
lead-column-2 (276, 205, 511, 1039)
